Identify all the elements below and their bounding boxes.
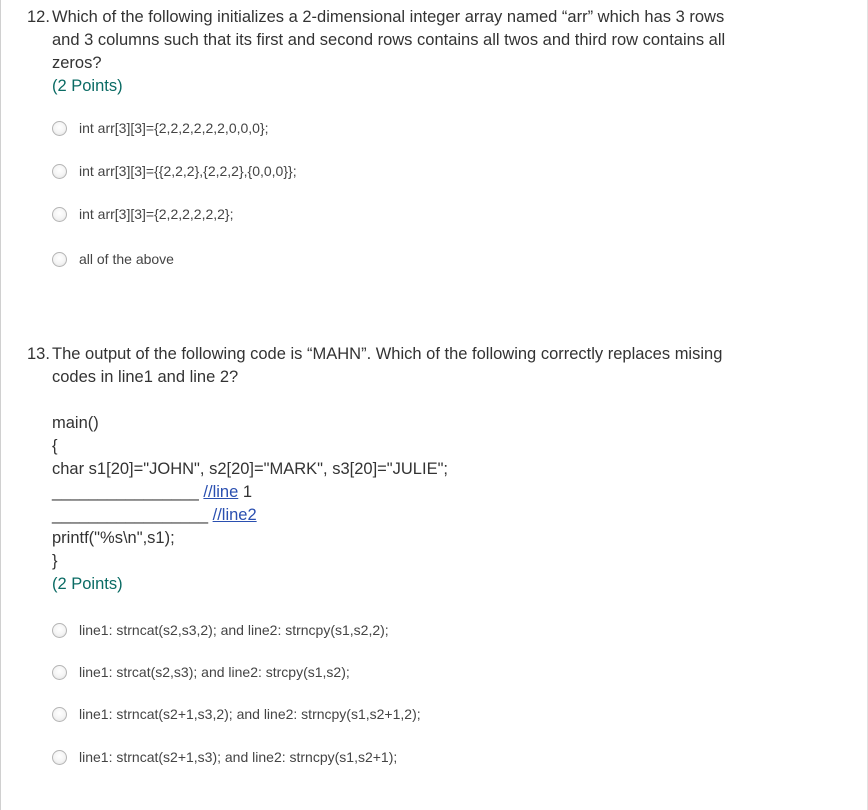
blank-underline: _________________	[52, 506, 209, 524]
radio-button-icon[interactable]	[52, 252, 67, 267]
line1-suffix: 1	[238, 483, 253, 501]
question-text-line: codes in line1 and line 2?	[52, 368, 239, 386]
answer-option-label: int arr[3][3]={{2,2,2},{2,2,2},{0,0,0}};	[79, 163, 297, 179]
question-number: 13.	[27, 345, 50, 363]
answer-option-label: line1: strcat(s2,s3); and line2: strcpy(s1,s2);	[79, 664, 350, 680]
answer-option-3[interactable]	[52, 203, 234, 225]
radio-button-icon[interactable]	[52, 707, 67, 722]
answer-option-2[interactable]	[52, 160, 297, 182]
answer-option-label: int arr[3][3]={2,2,2,2,2,2};	[79, 206, 234, 222]
radio-button-icon[interactable]	[52, 665, 67, 680]
code-line-declaration: char s1[20]="JOHN", s2[20]="MARK", s3[20]="JULIE";	[52, 460, 449, 478]
answer-option-3[interactable]	[52, 703, 421, 725]
radio-button-icon[interactable]	[52, 207, 67, 222]
radio-button-icon[interactable]	[52, 623, 67, 638]
radio-button-icon[interactable]	[52, 750, 67, 765]
question-text-line: zeros?	[52, 54, 102, 72]
answer-option-label: int arr[3][3]={2,2,2,2,2,2,0,0,0};	[79, 120, 269, 136]
answer-option-4[interactable]	[52, 248, 174, 270]
code-line-blank-2	[52, 506, 257, 525]
code-line-open-brace: {	[52, 437, 58, 455]
answer-option-label: line1: strncat(s2+1,s3); and line2: strncpy(s1,s2+1);	[79, 749, 398, 765]
points-label: (2 Points)	[52, 575, 123, 593]
answer-option-label: all of the above	[79, 251, 174, 267]
code-line-main: main()	[52, 414, 99, 432]
radio-button-icon[interactable]	[52, 121, 67, 136]
line2-link[interactable]: //line2	[212, 506, 257, 524]
question-text-line: Which of the following initializes a 2-dimensional integer array named “arr” which has 3 rows	[52, 8, 725, 26]
answer-option-2[interactable]	[52, 661, 350, 683]
blank-underline: ________________	[52, 483, 199, 501]
line1-link[interactable]: //line	[203, 483, 239, 501]
answer-option-1[interactable]	[52, 619, 389, 641]
answer-option-label: line1: strncat(s2,s3,2); and line2: strncpy(s1,s2,2);	[79, 622, 389, 638]
radio-button-icon[interactable]	[52, 164, 67, 179]
page-border-left	[0, 0, 1, 810]
code-line-close-brace: }	[52, 552, 58, 570]
answer-option-4[interactable]	[52, 746, 397, 768]
answer-option-label: line1: strncat(s2+1,s3,2); and line2: strncpy(s1,s2+1,2);	[79, 706, 421, 722]
code-line-printf: printf("%s\n",s1);	[52, 529, 175, 547]
answer-option-1[interactable]	[52, 117, 269, 139]
question-text-line: The output of the following code is “MAHN”. Which of the following correctly replaces mising	[52, 345, 723, 363]
points-label: (2 Points)	[52, 77, 123, 95]
code-line-blank-1	[52, 483, 252, 502]
question-text-line: and 3 columns such that its first and second rows contains all twos and third row contains all	[52, 31, 726, 49]
question-number: 12.	[27, 8, 50, 26]
